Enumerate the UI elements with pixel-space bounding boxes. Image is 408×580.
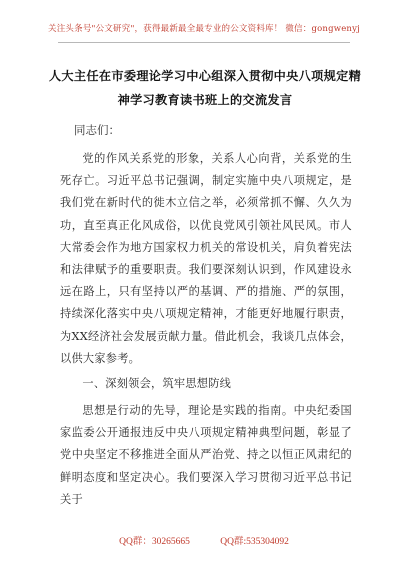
section-heading-1: 一、深刻领会，筑牢思想防线	[82, 377, 232, 390]
salutation: 同志们：	[74, 123, 120, 137]
footer-contact	[0, 533, 408, 547]
body-paragraph-2: 思想是行动的先导，理论是实践的指南。中央纪委国家监委公开通报违反中央八项规定精神典型问题，彰显了党中央坚定不移推进全面从严治党、持之以恒正风肃纪的鲜明态度和坚定决心。我们要深入学习贯彻习近平总书记关于	[60, 404, 352, 506]
footer-qq-group-1: QQ群：30265665	[119, 537, 190, 547]
footer-qq-group-2: QQ群:535304092	[220, 537, 289, 547]
document-title: 人大主任在市委理论学习中心组深入贯彻中央八项规定精神学习教育读书班上的交流发言	[48, 69, 362, 107]
body-paragraph-1: 党的作风关系党的形象，关系人心向背，关系党的生死存亡。习近平总书记强调，制定实施中央八项规定，是我们党在新时代的徙木立信之举，必须常抓不懈、久久为功，直至真正化风成俗，以优良党风引领社风民风。市人大常委会作为地方国家权力机关的常设机关，肩负着宪法和法律赋予的重要职责。我们要深刻认识到，作风建设永远在路上，只有坚持以严的基调、严的措施、严的氛围，持续深化落实中央八项规定精神，才能更好地履行职责，为XX经济社会发展贡献力量。借此机会，我谈几点体会，以供大家参考。	[60, 152, 352, 365]
header-notice: 关注头条号"公文研究"，获得最新最全最专业的公文资料库！ 微信：gongwenyj	[48, 24, 360, 34]
header-divider	[58, 42, 350, 43]
